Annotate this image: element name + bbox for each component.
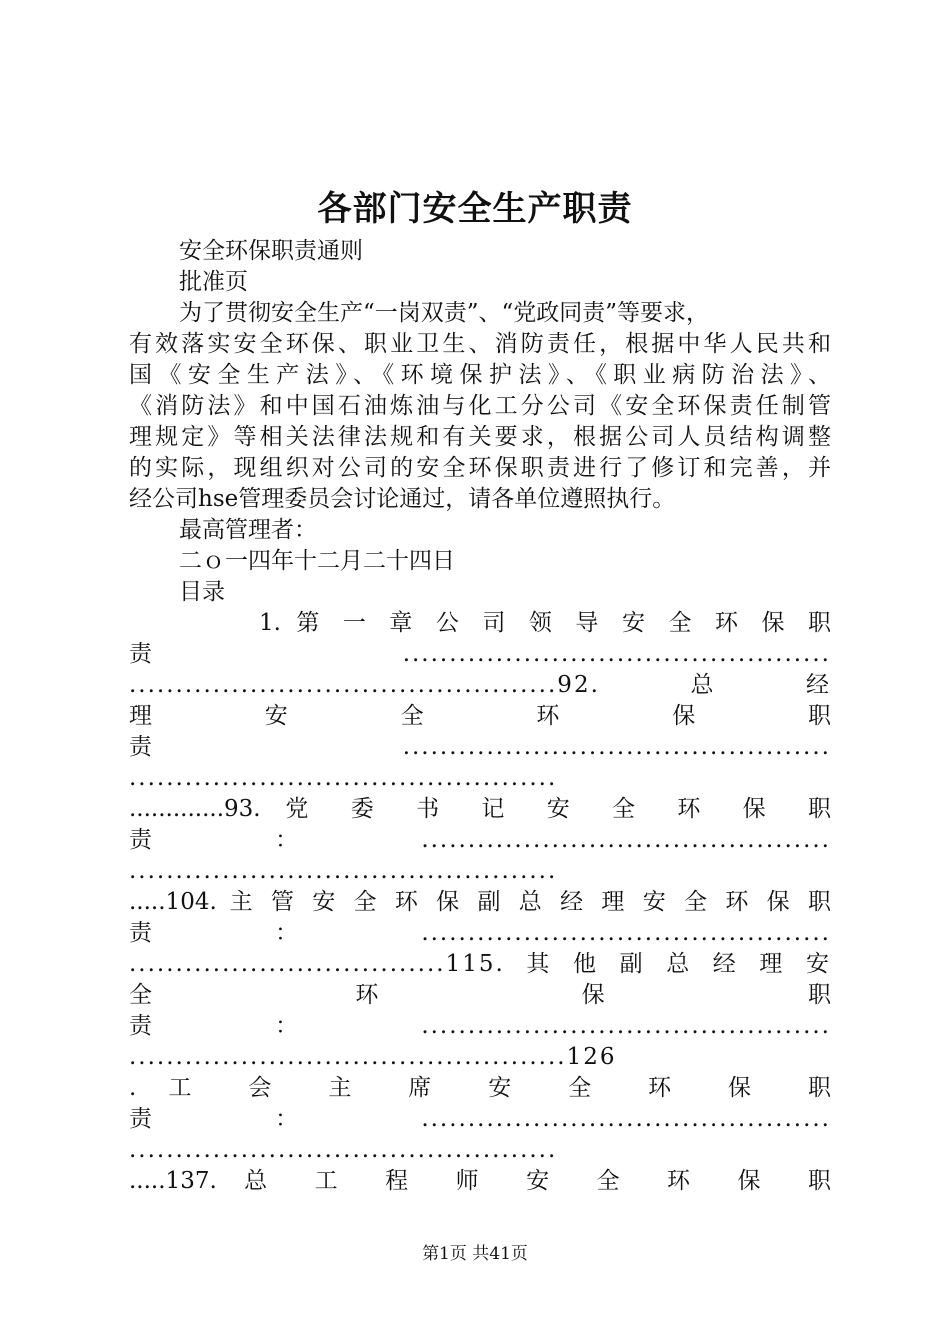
text-line: 《消防法》和中国石油炼油与化工分公司《安全环保责任制管 <box>129 393 831 419</box>
text-line: 经公司hse管理委员会讨论通过，请各单位遵照执行。 <box>129 486 676 512</box>
document-body <box>129 236 831 1197</box>
toc-line: 责.............................................. <box>129 641 831 667</box>
toc-line: 责：............................................ <box>129 1106 831 1132</box>
text-line: 为了贯彻安全生产“一岗双责”、“党政同责”等要求， <box>179 300 710 326</box>
text-line: 安全环保职责通则 <box>179 238 363 264</box>
toc-line: 责：............................................ <box>129 1013 831 1039</box>
toc-line: 理 安 全 环 保 职 <box>129 703 831 729</box>
toc-line: 责：............................................ <box>129 827 831 853</box>
toc-line: .............................................. <box>129 858 558 884</box>
toc-line: .............93. 党 委 书 记 安 全 环 保 职 <box>129 796 831 822</box>
text-line: 有效落实安全环保、职业卫生、消防责任，根据中华人民共和 <box>129 331 831 357</box>
document-title: 各部门安全生产职责 <box>317 189 633 229</box>
text-line: 批准页 <box>179 269 248 295</box>
toc-line: .............................................. <box>129 765 558 791</box>
toc-line: .....137. 总 工 程 师 安 全 环 保 职 <box>129 1168 831 1194</box>
toc-line: 1. 第 一 章 公 司 领 导 安 全 环 保 职 <box>259 610 831 636</box>
toc-line: .....104. 主 管 安 全 环 保 副 总 经 理 安 全 环 保 职 <box>129 889 831 915</box>
toc-line: ...............................................126 <box>129 1044 617 1070</box>
text-line: 的实际，现组织对公司的安全环保职责进行了修订和完善，并 <box>129 455 831 481</box>
text-line: 理规定》等相关法律法规和有关要求，根据公司人员结构调整 <box>129 424 831 450</box>
toc-line: . 工 会 主 席 安 全 环 保 职 <box>129 1075 831 1101</box>
toc-line: ..................................115.其他副总经理安 <box>129 951 831 977</box>
toc-line: .............................................. <box>129 1137 558 1163</box>
text-line: 二ｏ一四年十二月二十四日 <box>179 548 455 574</box>
toc-line: ..............................................92.总经 <box>129 672 831 698</box>
toc-line: 责：............................................ <box>129 920 831 946</box>
text-line: 目录 <box>179 579 225 605</box>
toc-line: 责.............................................. <box>129 734 831 760</box>
text-line: 国《安全生产法》、《环境保护法》、《职业病防治法》、 <box>129 362 831 388</box>
text-line: 最高管理者： <box>179 517 317 543</box>
page-number-footer: 第1页 共41页 <box>422 1244 528 1264</box>
toc-line: 全 环 保 职 <box>129 982 831 1008</box>
